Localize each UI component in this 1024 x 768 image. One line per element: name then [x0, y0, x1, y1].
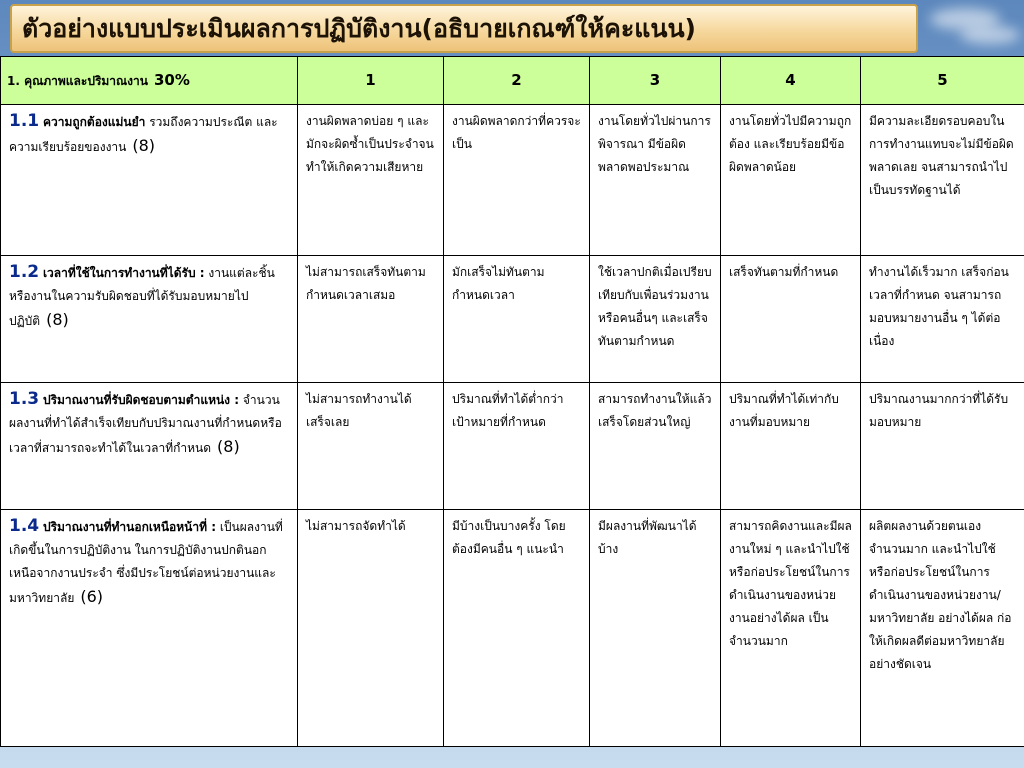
- criterion-row: [1, 256, 1024, 383]
- title-banner: [10, 4, 918, 53]
- header-category: 1. คุณภาพและปริมาณงาน: [7, 73, 148, 88]
- level-cell: เสร็จทันตามที่กำหนด: [721, 256, 861, 383]
- level-cell: ทำงานได้เร็วมาก เสร็จก่อนเวลาที่กำหนด จนสามารถมอบหมายงานอื่น ๆ ได้ต่อเนื่อง: [861, 256, 1024, 383]
- criterion-cell: [1, 383, 298, 510]
- level-cell: ไม่สามารถจัดทำได้: [298, 510, 444, 747]
- level-cell: ปริมาณที่ทำได้เท่ากับงานที่มอบหมาย: [721, 383, 861, 510]
- header-level-2: 2: [444, 57, 590, 105]
- criterion-cell: [1, 510, 298, 747]
- criterion-number: 1.3: [9, 389, 40, 409]
- level-cell: ปริมาณงานมากกว่าที่ได้รับมอบหมาย: [861, 383, 1024, 510]
- criterion-name: ปริมาณงานที่รับผิดชอบตามตำแหน่ง :: [42, 393, 240, 407]
- sky-cloud: [960, 26, 1020, 44]
- header-category-cell: [1, 57, 298, 105]
- level-cell: งานผิดพลาดกว่าที่ควรจะเป็น: [444, 105, 590, 256]
- level-cell: มีบ้างเป็นบางครั้ง โดยต้องมีคนอื่น ๆ แนะนำ: [444, 510, 590, 747]
- level-cell: ใช้เวลาปกติเมื่อเปรียบเทียบกับเพื่อนร่วมงานหรือคนอื่นๆ และเสร็จทันตามกำหนด: [590, 256, 721, 383]
- criterion-name: เวลาที่ใช้ในการทำงานที่ได้รับ :: [42, 266, 205, 280]
- level-cell: งานโดยทั่วไปผ่านการพิจารณา มีข้อผิดพลาดพอประมาณ: [590, 105, 721, 256]
- header-level-5: 5: [861, 57, 1024, 105]
- criterion-weight: (8): [217, 437, 240, 456]
- criterion-description: รวมถึงความประณีต และความเรียบร้อยของงาน: [9, 115, 278, 154]
- header-level-1: 1: [298, 57, 444, 105]
- header-level-4: 4: [721, 57, 861, 105]
- level-cell: ไม่สามารถทำงานได้เสร็จเลย: [298, 383, 444, 510]
- criterion-cell: [1, 256, 298, 383]
- criterion-weight: (6): [80, 587, 104, 606]
- criterion-weight: (8): [132, 136, 156, 155]
- criterion-description: งานแต่ละชิ้นหรืองานในความรับผิดชอบที่ได้รับมอบหมายไปปฏิบัติ: [9, 266, 275, 328]
- header-percent: 30%: [153, 70, 190, 89]
- header-row: [1, 57, 1024, 105]
- criterion-number: 1.1: [9, 111, 40, 131]
- criterion-cell: [1, 105, 298, 256]
- level-cell: ผลิตผลงานด้วยตนเองจำนวนมาก และนำไปใช้หรือก่อประโยชน์ในการดำเนินงานของหน่วยงาน/มหาวิทยาลัย อย่างได้ผล ก่อให้เกิดผลดีต่อมหาวิทยาลัยอย่างชัดเจน: [861, 510, 1024, 747]
- level-cell: งานโดยทั่วไปมีความถูกต้อง และเรียบร้อยมีข้อผิดพลาดน้อย: [721, 105, 861, 256]
- level-cell: สามารถทำงานให้แล้วเสร็จโดยส่วนใหญ่: [590, 383, 721, 510]
- criterion-description: เป็นผลงานที่เกิดขึ้นในการปฏิบัติงาน ในการปฏิบัติงานปกตินอกเหนือจากงานประจำ ซึ่งมีประโยชน์ต่อหน่วยงานและมหาวิทยาลัย: [9, 520, 283, 605]
- level-cell: มีความละเอียดรอบคอบในการทำงานแทบจะไม่มีข้อผิดพลาดเลย จนสามารถนำไปเป็นบรรทัดฐานได้: [861, 105, 1024, 256]
- criterion-row: [1, 510, 1024, 747]
- level-cell: สามารถคิดงานและมีผลงานใหม่ ๆ และนำไปใช้หรือก่อประโยชน์ในการดำเนินงานของหน่วยงานอย่างได้ผล เป็นจำนวนมาก: [721, 510, 861, 747]
- level-cell: งานผิดพลาดบ่อย ๆ และมักจะผิดซ้ำเป็นประจำจนทำให้เกิดความเสียหาย: [298, 105, 444, 256]
- level-cell: ไม่สามารถเสร็จทันตามกำหนดเวลาเสมอ: [298, 256, 444, 383]
- criterion-row: [1, 105, 1024, 256]
- criterion-name: ความถูกต้องแม่นยำ: [42, 115, 146, 129]
- criterion-row: [1, 383, 1024, 510]
- criterion-name: ปริมาณงานที่ทำนอกเหนือหน้าที่ :: [42, 520, 216, 534]
- criterion-number: 1.4: [9, 516, 40, 536]
- criterion-description: จำนวนผลงานที่ทำได้สำเร็จเทียบกับปริมาณงานที่กำหนดหรือเวลาที่สามารถจะทำได้ในเวลาที่กำหนด: [9, 393, 282, 455]
- level-cell: ปริมาณที่ทำได้ต่ำกว่าเป้าหมายที่กำหนด: [444, 383, 590, 510]
- criterion-number: 1.2: [9, 262, 40, 282]
- criterion-weight: (8): [46, 310, 69, 329]
- level-cell: มักเสร็จไม่ทันตามกำหนดเวลา: [444, 256, 590, 383]
- header-level-3: 3: [590, 57, 721, 105]
- level-cell: มีผลงานที่พัฒนาได้บ้าง: [590, 510, 721, 747]
- page-title: ตัวอย่างแบบประเมินผลการปฏิบัติงาน(อธิบายเกณฑ์ให้คะแนน): [22, 13, 696, 43]
- evaluation-table: [0, 56, 1024, 747]
